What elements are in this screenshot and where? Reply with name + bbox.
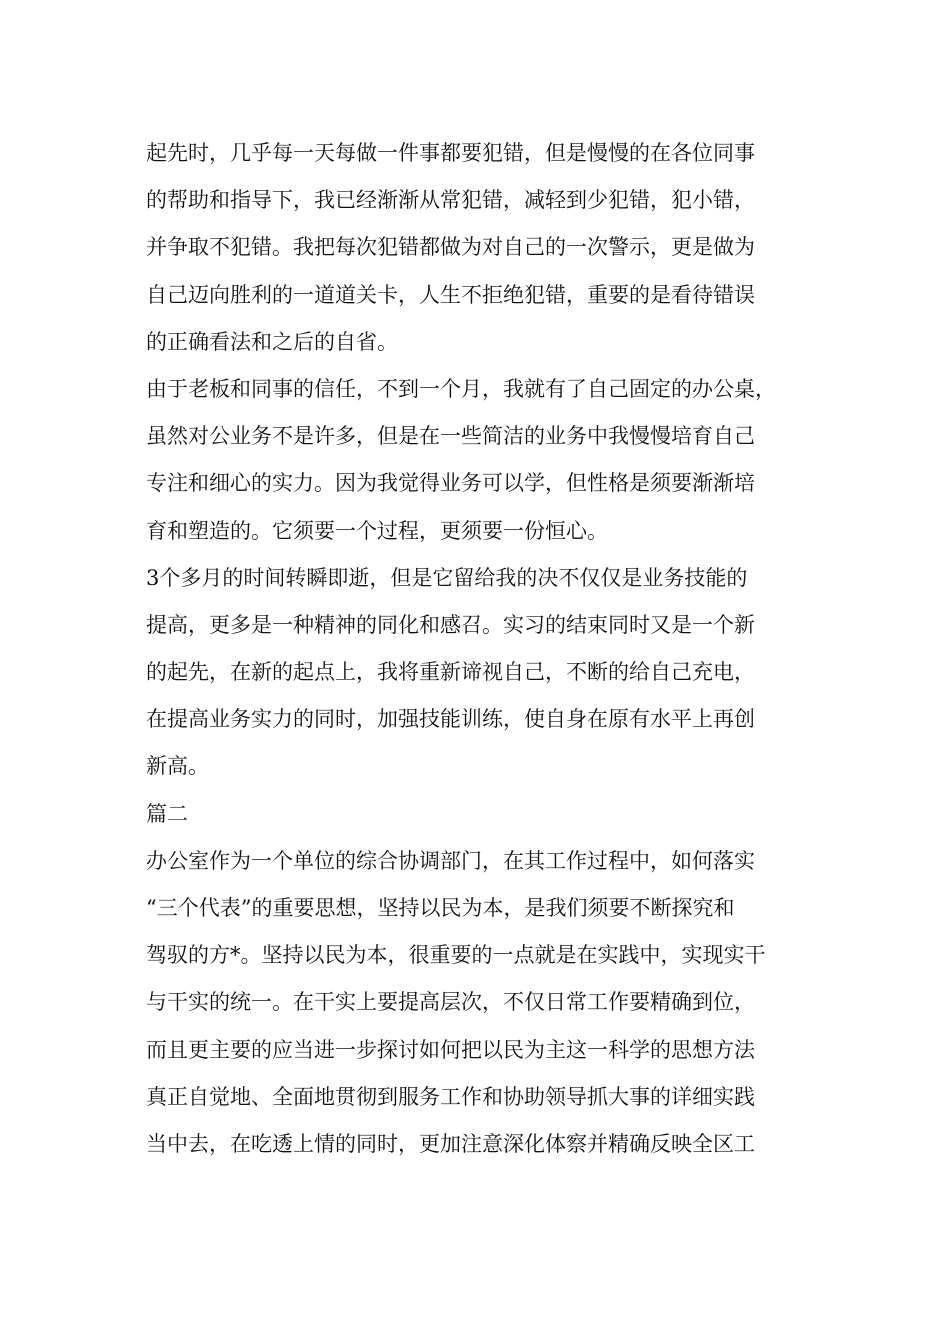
text-line: 真正自觉地、全面地贯彻到服务工作和协助领导抓大事的详细实践: [146, 1084, 755, 1109]
text-line: 办公室作为一个单位的综合协调部门，在其工作过程中，如何落实: [146, 848, 755, 873]
text-line: 的帮助和指导下，我已经渐渐从常犯错，减轻到少犯错，犯小错，: [146, 188, 755, 213]
text-line: 当中去，在吃透上情的同时，更加注意深化体察并精确反映全区工: [146, 1131, 755, 1156]
text-line: 由于老板和同事的信任，不到一个月，我就有了自己固定的办公桌，: [146, 376, 776, 401]
text-line: 在提高业务实力的同时，加强技能训练，使自身在原有水平上再创: [146, 707, 755, 732]
text-line: 的正确看法和之后的自省。: [146, 329, 398, 354]
text-line: 自己迈向胜利的一道道关卡，人生不拒绝犯错，重要的是看待错误: [146, 282, 755, 307]
text-line: 新高。: [146, 754, 209, 779]
text-line: 起先时，几乎每一天每做一件事都要犯错，但是慢慢的在各位同事: [146, 141, 755, 165]
text-line: 并争取不犯错。我把每次犯错都做为对自己的一次警示，更是做为: [146, 235, 755, 260]
text-line: “三个代表”的重要思想，坚持以民为本，是我们须要不断探究和: [146, 896, 735, 920]
text-line: 驾驭的方*。坚持以民为本，很重要的一点就是在实践中，实现实干: [146, 943, 766, 968]
section-heading: 篇二: [146, 801, 188, 826]
text-line: 虽然对公业务不是许多，但是在一些简洁的业务中我慢慢培育自己: [146, 424, 755, 449]
text-line: 而且更主要的应当进一步探讨如何把以民为主这一科学的思想方法: [146, 1037, 755, 1062]
document-body: [146, 130, 816, 1168]
text-line: 育和塑造的。它须要一个过程，更须要一份恒心。: [146, 518, 608, 543]
text-line: 与干实的统一。在干实上要提高层次，不仅日常工作要精确到位，: [146, 990, 755, 1015]
text-line: 专注和细心的实力。因为我觉得业务可以学，但性格是须要渐渐培: [146, 471, 755, 496]
text-line: 的起先，在新的起点上，我将重新谛视自己，不断的给自己充电，: [146, 660, 755, 685]
text-line: 提高，更多是一种精神的同化和感召。实习的结束同时又是一个新: [146, 612, 755, 637]
text-line: 3个多月的时间转瞬即逝，但是它留给我的决不仅仅是业务技能的: [146, 565, 748, 590]
